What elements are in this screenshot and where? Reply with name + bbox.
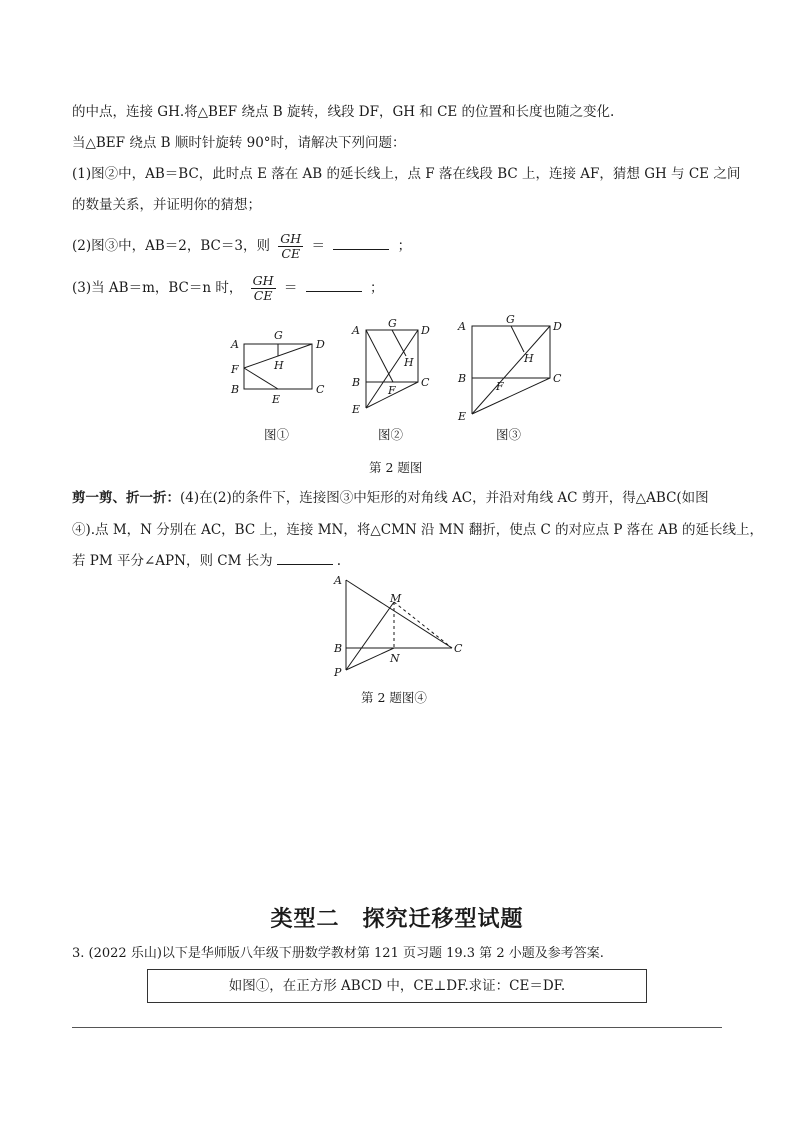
figures-group-caption: 第 2 题图 (369, 460, 423, 475)
fraction-numerator: GH (280, 231, 302, 246)
question-4-line-1 (72, 488, 709, 508)
label-B: B (458, 372, 467, 385)
question-3-suffix: ； (369, 280, 384, 296)
question-4-suffix: . (336, 553, 341, 569)
question-2 (72, 232, 411, 261)
label-D: D (553, 320, 562, 333)
question-1-line-1: (1)图②中，AB＝BC，此时点 E 落在 AB 的延长线上，点 F 落在线段 BC 上，连接 AF，猜想 GH 与 CE 之间 (72, 166, 741, 182)
fraction-gh-ce (278, 232, 303, 261)
label-D: D (316, 338, 325, 351)
label-E: E (272, 393, 281, 406)
label-E: E (352, 403, 361, 416)
figure-2-caption: 图② (378, 427, 404, 442)
label-H: H (524, 352, 534, 365)
label-E: E (458, 410, 467, 423)
label-D: D (421, 324, 430, 337)
text-line-2: 当△BEF 绕点 B 顺时针旋转 90°时，请解决下列问题： (72, 135, 406, 151)
label-C: C (316, 383, 325, 396)
text-line-1: 的中点，连接 GH.将△BEF 绕点 B 旋转，线段 DF，GH 和 CE 的位置和长度也随之变化. (72, 104, 615, 120)
question-4-line-2: ④).点 M，N 分别在 AC，BC 上，连接 MN，将△CMN 沿 MN 翻折，使点 C 的对应点 P 落在 AB 的延长线上， (72, 522, 764, 538)
fraction-denominator: CE (281, 246, 301, 261)
label-H: H (274, 359, 284, 372)
label-C: C (421, 376, 430, 389)
label-N: N (390, 652, 400, 665)
label-G: G (388, 317, 397, 330)
question-4-prefix: 若 PM 平分∠APN，则 CM 长为 (72, 553, 273, 569)
question-3-prefix: (3)当 AB＝m，BC＝n 时， (72, 280, 243, 296)
question-3 (72, 274, 383, 303)
label-C: C (454, 642, 463, 655)
label-F: F (231, 363, 239, 376)
label-C: C (553, 372, 562, 385)
figure-1 (228, 328, 338, 442)
equals-sign: ＝ (283, 280, 298, 296)
answer-blank (333, 237, 389, 250)
figure-3-drawing (454, 313, 574, 426)
label-A: A (231, 338, 239, 351)
question-2-suffix: ； (397, 238, 412, 254)
label-B: B (231, 383, 240, 396)
label-M: M (390, 592, 402, 605)
fraction-gh-ce (251, 274, 276, 303)
figure-1-caption: 图① (264, 427, 290, 442)
question-1-line-2: 的数量关系，并证明你的猜想； (72, 197, 261, 213)
label-G: G (506, 313, 515, 326)
label-F: F (388, 384, 396, 397)
page-divider (72, 1027, 722, 1028)
equals-sign: ＝ (311, 238, 325, 254)
label-A: A (458, 320, 466, 333)
figure-2 (348, 317, 438, 442)
figure-4-drawing (332, 572, 472, 682)
question-4-line-3 (72, 551, 341, 571)
fraction-numerator: GH (252, 273, 274, 288)
boxed-problem: 如图①，在正方形 ABCD 中，CE⊥DF.求证：CE＝DF. (147, 969, 647, 1003)
label-B: B (352, 376, 361, 389)
answer-blank (306, 279, 362, 292)
figure-3 (454, 313, 574, 442)
figure-2-drawing (348, 318, 438, 418)
figure-1-drawing (228, 328, 338, 408)
label-G: G (274, 329, 283, 342)
figure-4 (332, 572, 472, 686)
question-2-prefix: (2)图③中，AB＝2，BC＝3，则 (72, 238, 270, 254)
answer-blank (277, 552, 333, 565)
label-A: A (352, 324, 360, 337)
cut-fold-label: 剪一剪、折一折： (72, 490, 180, 506)
problem-3-intro: 3. (2022 乐山)以下是华师版八年级下册数学教材第 121 页习题 19.3 第 2 小题及参考答案. (72, 946, 604, 961)
label-P: P (334, 666, 342, 679)
label-A: A (334, 574, 342, 587)
label-F: F (496, 380, 504, 393)
figure-3-caption: 图③ (496, 427, 522, 442)
figure-4-caption: 第 2 题图④ (361, 690, 427, 705)
question-4-text: (4)在(2)的条件下，连接图③中矩形的对角线 AC，并沿对角线 AC 剪开，得△ABC(如图 (180, 490, 709, 506)
fraction-denominator: CE (253, 288, 273, 303)
label-H: H (404, 356, 414, 369)
section-heading: 类型二 探究迁移型试题 (270, 907, 524, 932)
label-B: B (334, 642, 343, 655)
